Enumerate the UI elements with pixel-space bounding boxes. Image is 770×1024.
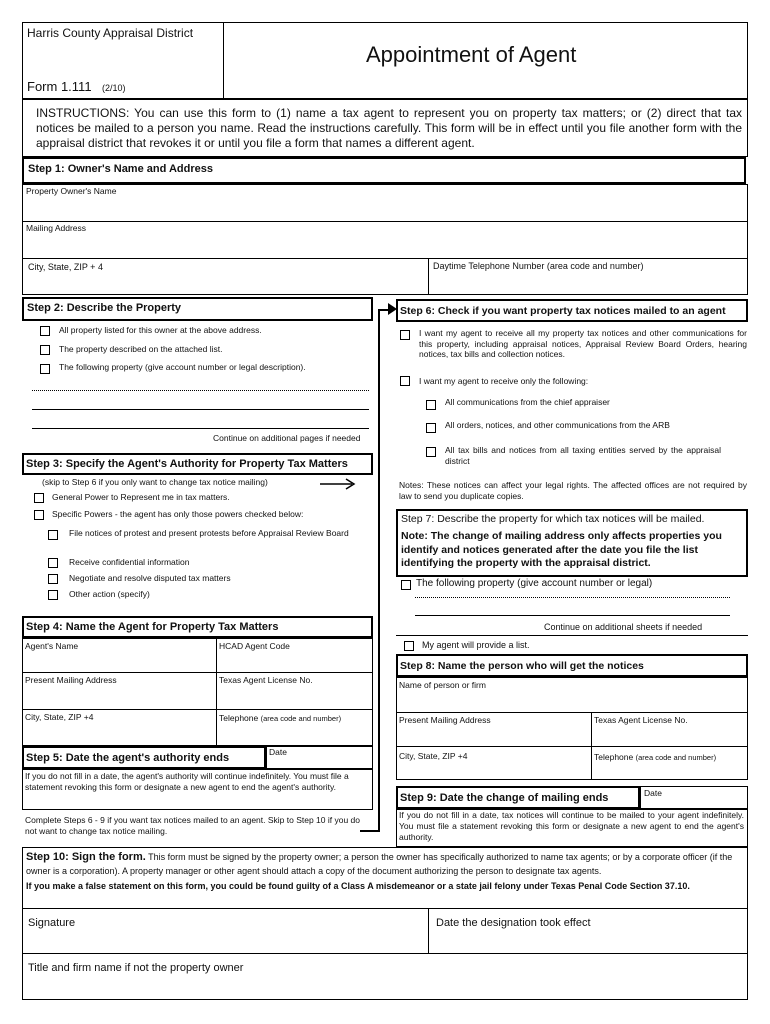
step10-line-2	[22, 953, 748, 954]
notice-license-field[interactable]: Texas Agent License No.	[594, 715, 688, 725]
step4-line-1	[22, 672, 373, 673]
agent-telephone-note: (area code and number)	[260, 714, 342, 723]
step1-line-1	[22, 221, 748, 222]
step5-date-label: Date	[269, 747, 287, 757]
step9-title: Step 9: Date the change of mailing ends	[400, 792, 609, 804]
step2-checkbox-attached[interactable]	[40, 345, 50, 355]
step3-checkbox-negotiate[interactable]	[48, 574, 58, 584]
step3-power-other: Other action (specify)	[69, 589, 150, 599]
step3-checkbox-specific[interactable]	[34, 510, 44, 520]
step8-line-2	[396, 746, 748, 747]
step7-opt-agent-list: My agent will provide a list.	[422, 640, 530, 650]
step4-line-2	[22, 709, 373, 710]
step8-line-1	[396, 712, 748, 713]
agent-city-field[interactable]: City, State, ZIP +4	[25, 712, 94, 722]
connector-vertical	[378, 310, 380, 831]
step8-divider	[591, 712, 592, 780]
step3-checkbox-confidential[interactable]	[48, 558, 58, 568]
step5-complete-note: Complete Steps 6 - 9 if you want tax notices mailed to an agent. Skip to Step 10 if you do not want to change tax notice mailing.	[25, 815, 360, 837]
step3-power-protest: File notices of protest and present protests before Appraisal Review Board	[69, 528, 349, 538]
connector-bottom	[360, 830, 380, 832]
step3-general: General Power to Represent me in tax matters.	[52, 492, 230, 502]
instructions-text: INSTRUCTIONS: You can use this form to (1) name a tax agent to represent you on property tax matters; or (2) direct that tax notices be mailed to a person you name. Read the instructions carefully. This form will be in effect until you file another form with the appraisal district that revokes it or until you file a form that names a different agent.	[36, 106, 742, 150]
header-divider	[223, 22, 224, 99]
step3-specific: Specific Powers - the agent has only those powers checked below:	[52, 509, 304, 519]
step7-continue-note: Continue on additional sheets if needed	[544, 622, 703, 632]
agent-name-field[interactable]: Agent's Name	[25, 641, 79, 651]
step5-title: Step 5: Date the agent's authority ends	[26, 752, 230, 764]
step7-checkbox-following[interactable]	[401, 580, 411, 590]
step6-sub-taxbills: All tax bills and notices from all taxing entities served by the appraisal district	[445, 445, 721, 466]
page-title: Appointment of Agent	[366, 42, 577, 67]
step7-separator	[396, 635, 748, 636]
step2-line-2[interactable]	[32, 409, 369, 410]
agent-telephone-label: Telephone	[219, 713, 259, 723]
city-state-zip-field[interactable]: City, State, ZIP + 4	[28, 262, 103, 272]
notice-telephone-field[interactable]	[594, 752, 716, 762]
step6-checkbox-arb[interactable]	[426, 423, 436, 433]
hcad-agent-code-field[interactable]: HCAD Agent Code	[219, 641, 290, 651]
notice-telephone-label: Telephone	[594, 752, 634, 762]
step3-power-negotiate: Negotiate and resolve disputed tax matters	[69, 573, 231, 583]
agent-license-field[interactable]: Texas Agent License No.	[219, 675, 313, 685]
step7-title: Step 7: Describe the property for which tax notices will be mailed.	[401, 513, 705, 525]
step6-sub-chief: All communications from the chief appraiser	[445, 397, 610, 407]
signature-field[interactable]: Signature	[28, 917, 76, 929]
step6-opt-only: I want my agent to receive only the following:	[419, 376, 589, 386]
step7-note: Note: The change of mailing address only affects properties you identify and notices generated after the date you file the list identifying the property with the appraisal district.	[401, 530, 722, 570]
step2-line-1[interactable]	[32, 390, 369, 391]
step2-title: Step 2: Describe the Property	[27, 302, 182, 314]
step1-title: Step 1: Owner's Name and Address	[28, 163, 213, 175]
step4-divider	[216, 638, 217, 746]
step2-line-3[interactable]	[32, 428, 369, 429]
step10-line-1	[22, 908, 748, 909]
step6-sub-arb: All orders, notices, and other communications from the ARB	[445, 420, 670, 430]
step9-note: If you do not fill in a date, tax notices will continue to be mailed to your agent indefinitely. You must file a statement revoking this form or designate a new agent to end the agent's authority.	[399, 810, 744, 843]
step6-checkbox-only[interactable]	[400, 376, 410, 386]
step10-title: Step 10: Sign the form.	[26, 851, 146, 863]
designation-date-field[interactable]: Date the designation took effect	[436, 917, 591, 929]
step4-title: Step 4: Name the Agent for Property Tax Matters	[26, 621, 279, 633]
mailing-address-field[interactable]: Mailing Address	[26, 223, 87, 233]
notice-mailing-address-field[interactable]: Present Mailing Address	[399, 715, 491, 725]
step6-title: Step 6: Check if you want property tax notices mailed to an agent	[400, 305, 726, 317]
notice-city-field[interactable]: City, State, ZIP +4	[399, 751, 468, 761]
step10-divider	[428, 908, 429, 953]
step7-opt-following: The following property (give account number or legal)	[416, 578, 653, 589]
title-firm-field[interactable]: Title and firm name if not the property owner	[28, 962, 244, 974]
form-number	[27, 78, 126, 96]
step3-skip-note: (skip to Step 6 if you only want to change tax notice mailing)	[42, 477, 268, 487]
notice-telephone-note: (area code and number)	[635, 753, 717, 762]
step6-checkbox-chief[interactable]	[426, 400, 436, 410]
step10-text: This form must be signed by the property owner; a person the owner has specifically authorized to name tax agents; or by a corporate officer (if the owner is a corporation). A property manager or other agent should attach a copy of the document authorizing the person to designate tax agents.	[26, 852, 733, 876]
step2-opt-attached: The property described on the attached list.	[59, 344, 223, 354]
step3-title: Step 3: Specify the Agent's Authority for Property Tax Matters	[26, 458, 348, 470]
step6-notes: Notes: These notices can affect your legal rights. The affected offices are not required by law to send you duplicate copies.	[399, 480, 747, 502]
step10-text-block	[26, 850, 746, 877]
step1-line-2	[22, 258, 748, 259]
step2-checkbox-following[interactable]	[40, 364, 50, 374]
step7-line-2[interactable]	[415, 615, 730, 616]
step3-checkbox-other[interactable]	[48, 590, 58, 600]
step10-warning: If you make a false statement on this form, you could be found guilty of a Class A misdemeanor or a state jail felony under Texas Penal Code Section 37.10.	[26, 881, 690, 891]
step1-body	[22, 184, 748, 295]
step7-checkbox-agent-list[interactable]	[404, 641, 414, 651]
step1-divider	[428, 258, 429, 295]
agent-mailing-address-field[interactable]: Present Mailing Address	[25, 675, 117, 685]
agency-name: Harris County Appraisal District	[27, 26, 194, 40]
step7-line-1[interactable]	[415, 597, 730, 598]
step2-continue-note: Continue on additional pages if needed	[213, 433, 361, 443]
daytime-phone-field[interactable]: Daytime Telephone Number (area code and number)	[433, 261, 644, 271]
step2-opt-all: All property listed for this owner at the above address.	[59, 325, 262, 335]
arrow-right-icon	[318, 478, 360, 490]
agent-telephone-field[interactable]	[219, 713, 341, 723]
step6-checkbox-all[interactable]	[400, 330, 410, 340]
step3-power-confidential: Receive confidential information	[69, 557, 190, 567]
notice-person-name-field[interactable]: Name of person or firm	[399, 680, 486, 690]
step6-opt-all: I want my agent to receive all my property tax notices and other communications for this property, including appraisal notices, Appraisal Review Board Orders, hearing notices, tax bills and collection notices.	[419, 328, 747, 360]
step2-checkbox-all[interactable]	[40, 326, 50, 336]
step8-title: Step 8: Name the person who will get the notices	[400, 660, 644, 672]
form-revision: (2/10)	[102, 83, 126, 93]
step9-date-label: Date	[644, 788, 662, 798]
step3-checkbox-general[interactable]	[34, 493, 44, 503]
step8-body	[396, 677, 748, 780]
step6-checkbox-taxbills[interactable]	[426, 447, 436, 457]
step3-checkbox-protest[interactable]	[48, 530, 58, 540]
step2-opt-following: The following property (give account number or legal description).	[59, 362, 306, 372]
step5-note: If you do not fill in a date, the agent's authority will continue indefinitely. You must file a statement revoking this form or designate a new agent to end the agent's authority.	[25, 771, 349, 793]
owner-name-field[interactable]: Property Owner's Name	[26, 186, 117, 196]
form-label: Form 1.111	[27, 79, 92, 94]
step4-body	[22, 638, 373, 746]
